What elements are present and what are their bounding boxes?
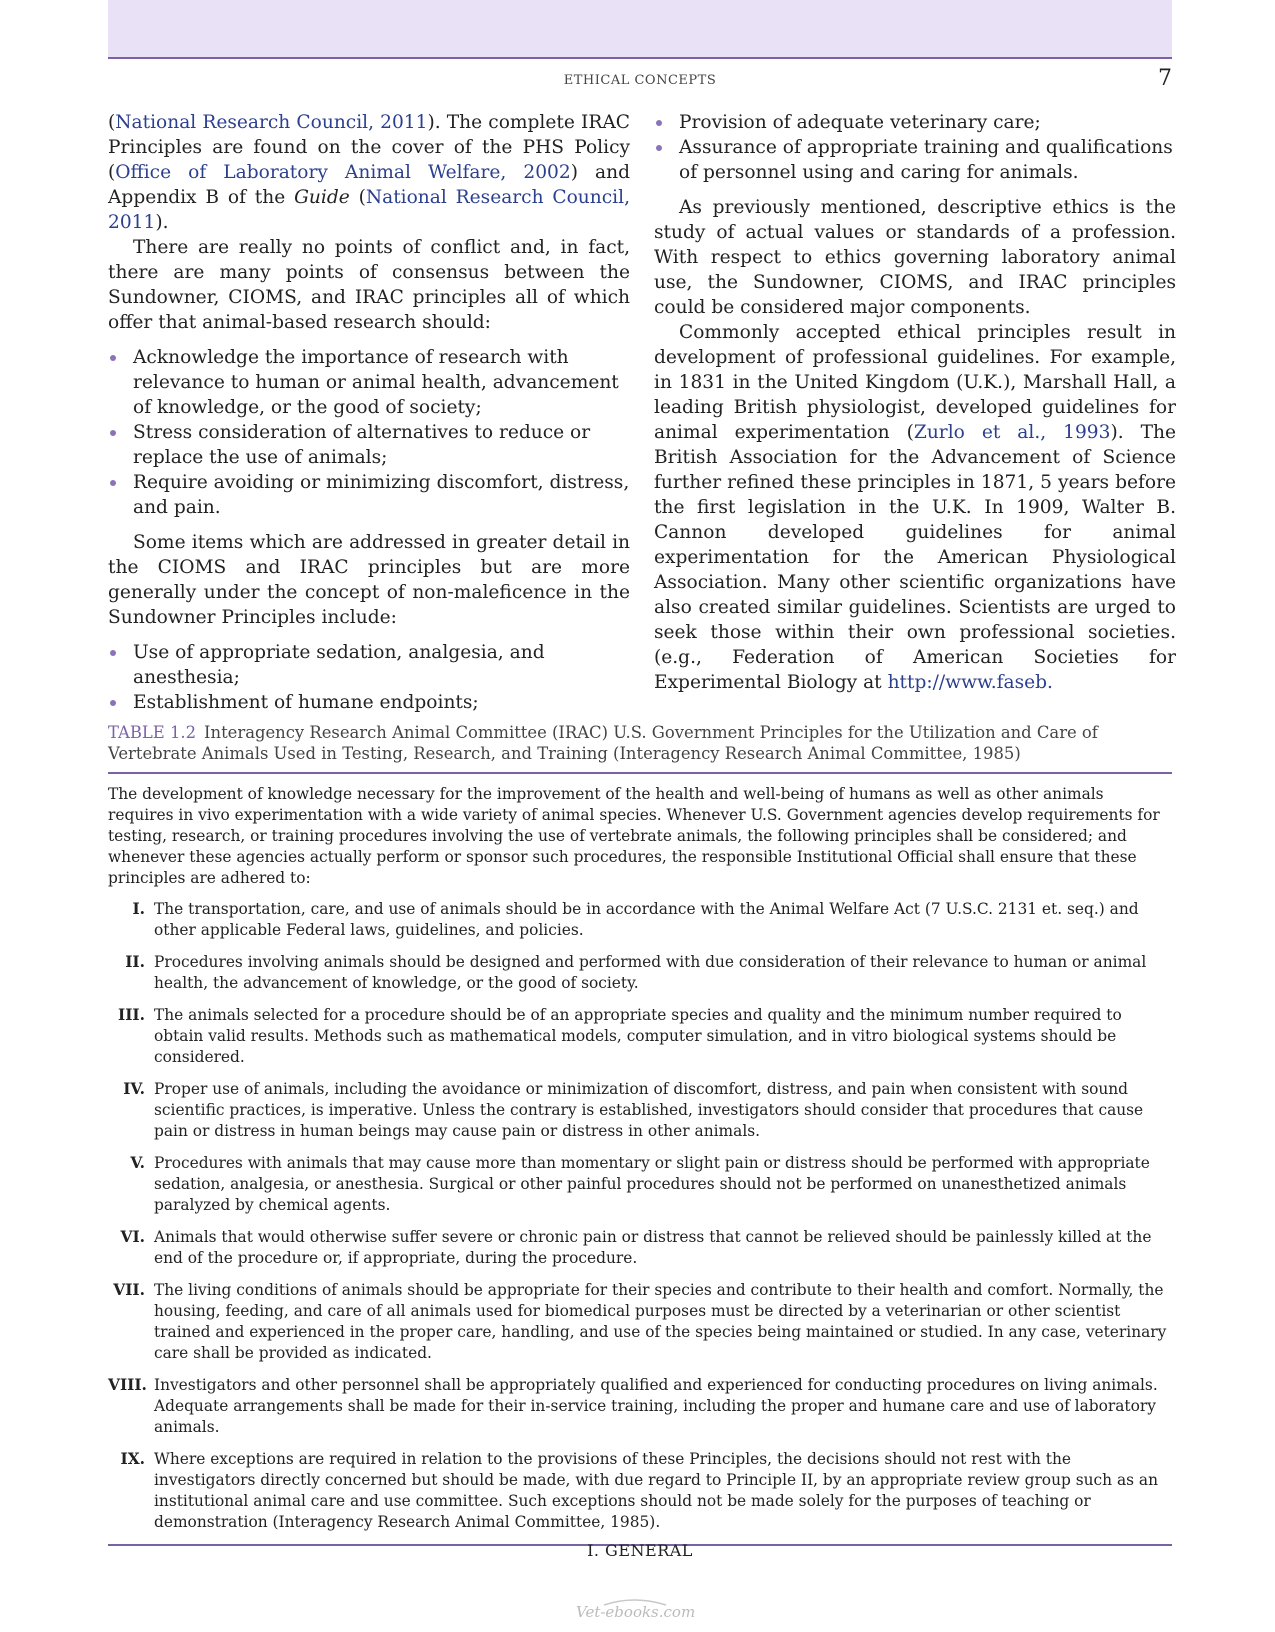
text: ) and Appendix B of the [108, 162, 630, 208]
principle-number: VI. [120, 1228, 145, 1246]
guide-italic: Guide [294, 187, 350, 208]
running-title: ETHICAL CONCEPTS [563, 73, 717, 88]
table-1-2 [108, 722, 1172, 1546]
url-link[interactable]: http://www.faseb. [887, 672, 1053, 693]
principle-item [108, 1079, 1172, 1142]
principle-text: Investigators and other personnel shall be appropriately qualified and experienced for conducting procedures on living animals. Adequate arrangements shall be made for their in-service training, including the proper and humane care and use of laboratory animals. [154, 1376, 1158, 1436]
table-caption [108, 722, 1172, 764]
principle-text: Animals that would otherwise suffer severe or chronic pain or distress that cannot be relieved should be painlessly killed at the end of the procedure or, if appropriate, during the procedure. [154, 1228, 1152, 1267]
header-band [108, 0, 1172, 59]
table-caption-text: Interagency Research Animal Committee (IRAC) U.S. Government Principles for the Utilization and Care of Vertebrate Animals Used in Testing, Research, and Training (Interagency Research Animal Committee, 1985) [108, 723, 1098, 763]
principle-number: VIII. [108, 1376, 147, 1394]
right-column [654, 110, 1176, 695]
paragraph-5 [654, 320, 1176, 695]
list-item: Stress consideration of alternatives to reduce or replace the use of animals; [108, 420, 630, 470]
bullet-list-2 [108, 640, 630, 715]
citation-link[interactable]: Office of Laboratory Animal Welfare, 2002 [115, 162, 571, 183]
page-number: 7 [1158, 66, 1172, 91]
principle-text: The living conditions of animals should be appropriate for their species and contribute to their health and comfort. Normally, the housing, feeding, and care of all animals used for biomedical purposes must be directed by a veterinarian or other scientist trained and experienced in the proper care, handling, and use of the species being maintained or studied. In any case, veterinary care shall be provided as indicated. [154, 1281, 1167, 1362]
list-item: Provision of adequate veterinary care; [654, 110, 1176, 135]
watermark-text: Vet-ebooks.com [576, 1603, 696, 1621]
text: Commonly accepted ethical principles result in development of professional guidelines. For example, in 1831 in the United Kingdom (U.K.), Marshall Hall, a leading British physiologist, developed guidelines for animal experimentation ( [654, 322, 1176, 443]
table-intro: The development of knowledge necessary for the improvement of the health and well-being of humans as well as other animals requires in vivo experimentation with a wide variety of animal species. Whenever U.S. Government agencies develop requirements for testing, research, or training procedures involving the use of vertebrate animals, the following principles shall be considered; and whenever these agencies actually perform or sponsor such procedures, the responsible Institutional Official shall ensure that these principles are adhered to: [108, 785, 1160, 887]
principle-item [108, 899, 1172, 941]
principle-number: I. [132, 900, 145, 918]
list-item: Assurance of appropriate training and qualifications of personnel using and caring for animals. [654, 135, 1176, 185]
principle-text: Where exceptions are required in relation to the provisions of these Principles, the decisions should not rest with the investigators directly concerned but should be made, with due regard to Principle II, by an appropriate review group such as an institutional animal care and use committee. Such exceptions should not be made solely for the purposes of teaching or demonstration (Interagency Research Animal Committee, 1985). [154, 1450, 1159, 1531]
list-item: Establishment of humane endpoints; [108, 690, 630, 715]
principle-item [108, 952, 1172, 994]
bullet-list-3 [654, 110, 1176, 185]
principle-text: The animals selected for a procedure should be of an appropriate species and quality and the minimum number required to obtain valid results. Methods such as mathematical models, computer simulation, and in vitro biological systems should be considered. [154, 1006, 1122, 1066]
watermark-logo [574, 1597, 704, 1623]
principle-item [108, 1005, 1172, 1068]
citation-link[interactable]: National Research Council, 2011 [115, 112, 428, 133]
principle-number: III. [118, 1006, 145, 1024]
text: ). The complete IRAC Principles are found on the cover of the PHS Policy ( [108, 112, 630, 183]
citation-link[interactable]: National Research Council, 2011 [108, 187, 630, 233]
principle-number: VII. [113, 1281, 145, 1299]
principle-number: IV. [123, 1080, 145, 1098]
principle-item [108, 1449, 1172, 1533]
principle-number: II. [125, 953, 145, 971]
principle-item [108, 1375, 1172, 1438]
part-label: I. GENERAL [587, 1541, 693, 1560]
principle-text: The transportation, care, and use of animals should be in accordance with the Animal Welfare Act (7 U.S.C. 2131 et. seq.) and other applicable Federal laws, guidelines, and policies. [154, 900, 1139, 939]
principle-text: Procedures involving animals should be designed and performed with due consideration of their relevance to human or animal health, the advancement of knowledge, or the good of society. [154, 953, 1147, 992]
principle-item [108, 1227, 1172, 1269]
paragraph-2: There are really no points of conflict and, in fact, there are many points of consensus between the Sundowner, CIOMS, and IRAC principles all of which offer that animal-based research should: [108, 237, 630, 333]
list-item: Require avoiding or minimizing discomfort, distress, and pain. [108, 470, 630, 520]
paragraph-1 [108, 110, 630, 235]
bullet-list-1 [108, 345, 630, 520]
list-item: Use of appropriate sedation, analgesia, and anesthesia; [108, 640, 630, 690]
principle-number: V. [130, 1154, 145, 1172]
principles-list [108, 899, 1172, 1533]
left-column [108, 110, 630, 725]
principle-item [108, 1280, 1172, 1364]
principle-number: IX. [120, 1450, 145, 1468]
principle-text: Procedures with animals that may cause more than momentary or slight pain or distress should be performed with appropriate sedation, analgesia, or anesthesia. Surgical or other painful procedures should not be performed on unanesthetized animals paralyzed by chemical agents. [154, 1154, 1150, 1214]
paragraph-4: As previously mentioned, descriptive ethics is the study of actual values or standards of a profession. With respect to ethics governing laboratory animal use, the Sundowner, CIOMS, and IRAC principles could be considered major components. [654, 197, 1176, 318]
table-label: TABLE 1.2 [108, 723, 197, 742]
table-top-rule [108, 772, 1172, 774]
text: ). The British Association for the Advancement of Science further refined these principles in 1871, 5 years before the first legislation in the U.K. In 1909, Walter B. Cannon developed guidelines for animal experimentation for the American Physiological Association. Many other scientific organizations have also created similar guidelines. Scientists are urged to seek those within their own professional societies. (e.g., Federation of American Societies for Experimental Biology at [654, 422, 1176, 693]
principle-text: Proper use of animals, including the avoidance or minimization of discomfort, distress, and pain when consistent with sound scientific practices, is imperative. Unless the contrary is established, investigators should consider that procedures that cause pain or distress in human beings may cause pain or distress in other animals. [154, 1080, 1144, 1140]
list-item: Acknowledge the importance of research with relevance to human or animal health, advancement of knowledge, or the good of society; [108, 345, 630, 420]
text: ). [155, 212, 169, 233]
paragraph-3: Some items which are addressed in greater detail in the CIOMS and IRAC principles but are more generally under the concept of non-maleficence in the Sundowner Principles include: [108, 532, 630, 628]
principle-item [108, 1153, 1172, 1216]
text: ( [349, 187, 366, 208]
citation-link[interactable]: Zurlo et al., 1993 [913, 422, 1111, 443]
text: ( [108, 112, 116, 133]
